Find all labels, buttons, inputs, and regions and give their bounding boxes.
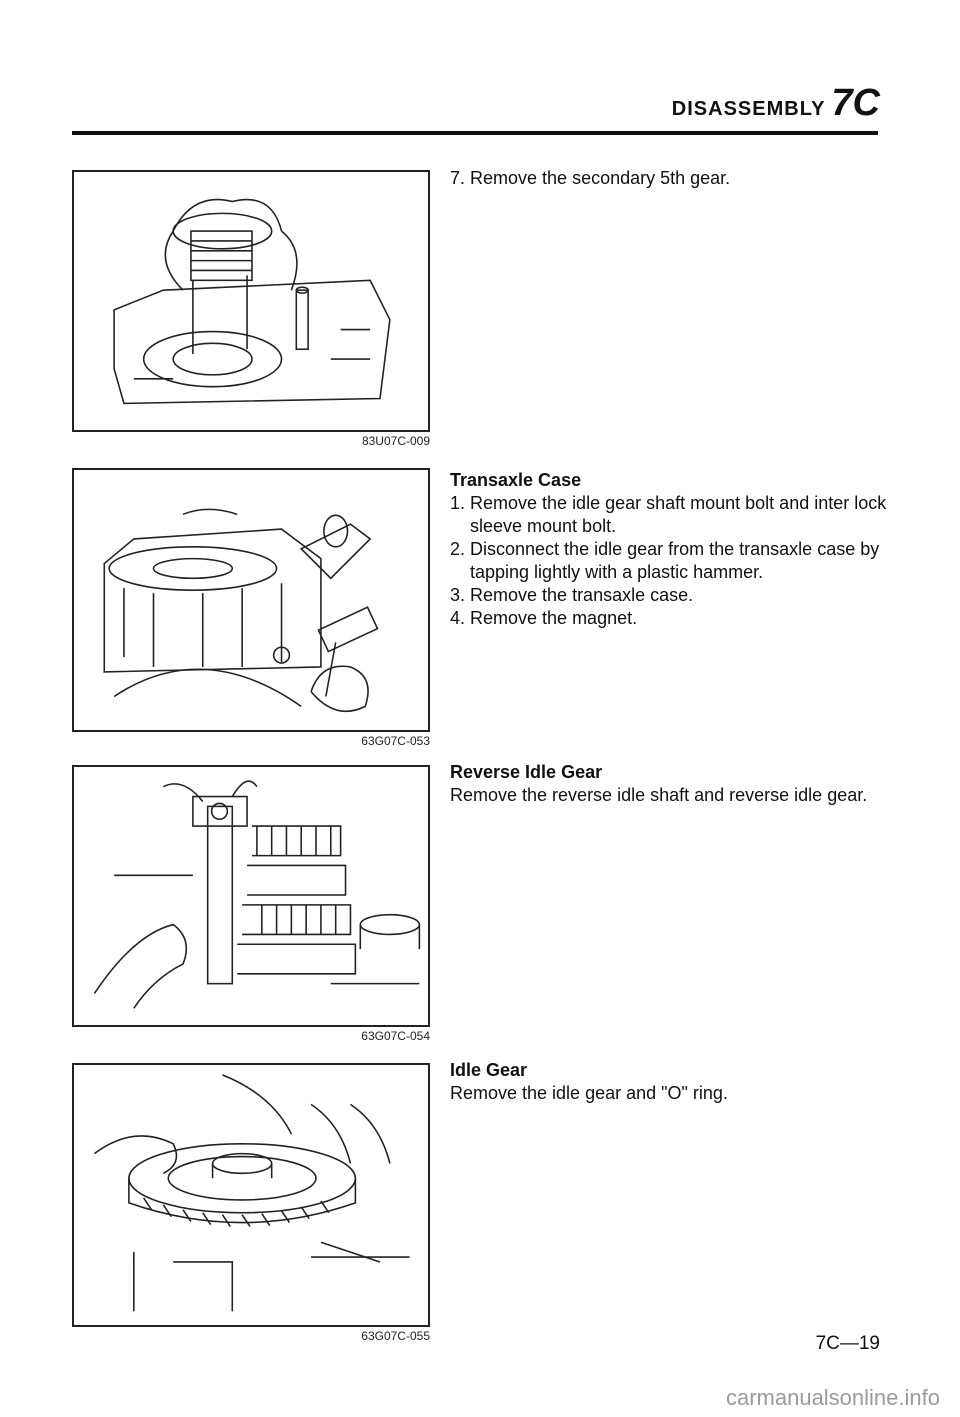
step-list xyxy=(450,167,890,190)
section-body: Remove the reverse idle shaft and reverse idle gear. xyxy=(450,785,868,805)
step-item: 4. Remove the magnet. xyxy=(450,608,638,628)
step-secondary-5th-gear xyxy=(450,167,890,190)
section-heading: Transaxle Case xyxy=(450,470,582,490)
step-item: 1. Remove the idle gear shaft mount bolt and inter lock sleeve mount bolt. xyxy=(450,493,887,536)
page-number: 7C—19 xyxy=(815,1333,880,1354)
section-title: DISASSEMBLY xyxy=(671,98,826,120)
step-list xyxy=(450,492,890,630)
figure-caption: 83U07C-009 xyxy=(361,434,430,448)
figure-transaxle-case xyxy=(72,468,430,732)
page-header xyxy=(640,82,880,132)
step-item: 2. Disconnect the idle gear from the transaxle case by tapping lightly with a plastic hammer. xyxy=(450,539,880,582)
chapter-code: 7C xyxy=(831,82,880,124)
watermark: carmanualsonline.info xyxy=(725,1385,940,1410)
section-reverse-idle-gear xyxy=(450,761,890,807)
section-idle-gear xyxy=(450,1059,890,1105)
step-item: 7. Remove the secondary 5th gear. xyxy=(450,168,731,188)
figure-caption: 63G07C-055 xyxy=(361,1329,430,1343)
figure-idle-gear xyxy=(72,1063,430,1327)
section-heading: Reverse Idle Gear xyxy=(450,762,603,782)
figure-caption: 63G07C-053 xyxy=(361,734,430,748)
step-item: 3. Remove the transaxle case. xyxy=(450,585,694,605)
header-rule xyxy=(72,131,878,135)
figure-reverse-idle-gear xyxy=(72,765,430,1027)
section-body: Remove the idle gear and "O" ring. xyxy=(450,1083,728,1103)
section-heading: Idle Gear xyxy=(450,1060,528,1080)
figure-caption: 63G07C-054 xyxy=(361,1029,430,1043)
figure-secondary-5th-gear xyxy=(72,170,430,432)
section-transaxle-case xyxy=(450,469,890,630)
